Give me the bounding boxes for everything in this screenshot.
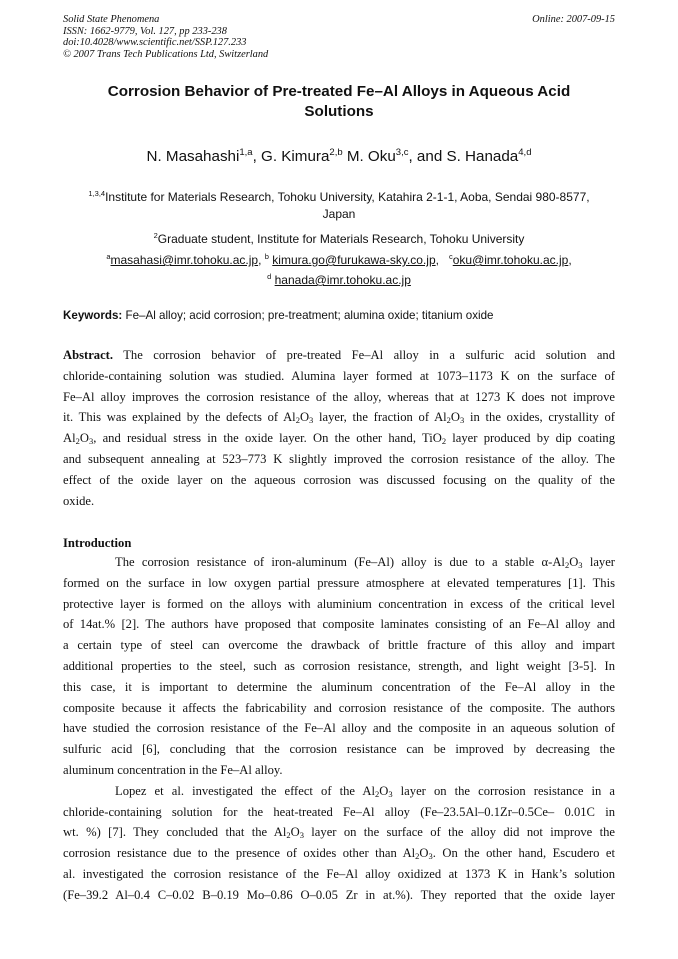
intro-line: wt. %) [7]. They concluded that the $Al_2O_3$ layer on the surface of the alloy did not improve the	[63, 825, 615, 841]
email-c-sup: c	[448, 252, 453, 261]
intro-line: additional properties to the steel, such as corrosion resistance, strength, and light weight [3-5]. In	[63, 658, 615, 673]
keywords-label: Keywords:	[63, 309, 123, 322]
paper-title	[60, 82, 618, 122]
abstract-section	[63, 345, 615, 511]
author-2: , G. Kimura	[252, 148, 330, 166]
intro-line: this case, it is important to determine the aluminum concentration of the Fe–Al alloy in the	[63, 679, 615, 694]
affiliation-1-sup: 1,3,4	[88, 189, 106, 198]
abstract-line: Abstract. The corrosion behavior of pre-treated Fe–Al alloy in a sulfuric acid solution and	[63, 348, 615, 362]
journal-name: Solid State Phenomena	[63, 14, 160, 25]
author-2-sup: 2,b	[329, 147, 343, 158]
intro-line: The corrosion resistance of iron-aluminum (Fe–Al) alloy is due to a stable $\alpha-Al_2O_3$ layer	[115, 555, 615, 570]
author-list	[40, 143, 638, 167]
author-1: N. Masahashi	[146, 148, 240, 166]
author-4: , and S. Hanada	[408, 148, 519, 166]
intro-line: formed on the surface in low oxygen partial pressure atmosphere at elevated temperatures [1]. This	[63, 575, 615, 590]
issn-line: ISSN: 1662-9779, Vol. 127, pp 233-238	[63, 25, 227, 37]
abstract-line: chloride-containing solution was studied. Alumina layer formed at 1073–1173 K on the surface of	[63, 368, 615, 383]
intro-line: al. investigated the corrosion resistance of the Fe–Al alloy oxidized at 1373 K in Hank’s solution	[63, 866, 615, 881]
intro-line: Lopez et al. investigated the effect of the $Al_2O_3$ layer on the corrosion resistance in a	[115, 783, 615, 799]
email-line: $^a$masahasi@imr.tohoku.ac.jp, $^b$ kimura.go@furukawa-sky.co.jp, $^c$oku@imr.tohoku.ac.jp,	[106, 252, 572, 267]
affiliation-2-sup: 2	[153, 231, 158, 240]
affiliation-1-country: Japan	[322, 207, 356, 221]
affiliation-2-text: Graduate student, Institute for Materials Research, Tohoku University	[157, 232, 525, 246]
author-4-sup: 4,d	[518, 147, 532, 158]
doi-line: doi:10.4028/www.scientific.net/SSP.127.233	[63, 37, 247, 49]
email-a-sup: a	[106, 252, 111, 261]
affiliation-1-text: Institute for Materials Research, Tohoku University, Katahira 2-1-1, Aoba, Sendai 980-8577,	[105, 190, 590, 204]
keywords-line	[63, 308, 493, 324]
abstract-line: effect of the oxide layer on the aqueous corrosion was discussed focusing on the quality of the	[63, 472, 615, 487]
intro-line: have studied the corrosion resistance of the Fe–Al alloy and the composite in an aqueous solution of	[63, 721, 615, 736]
email-d-sup: d	[267, 272, 272, 281]
intro-line: of 14at.% [2]. The authors have proposed that composite laminates consisting of an Fe–Al alloy and	[63, 617, 615, 632]
title-line-1: Corrosion Behavior of Pre-treated Fe–Al Alloys in Aqueous Acid	[107, 83, 571, 100]
title-line-2: Solutions	[304, 103, 374, 120]
email-d-link[interactable]: hanada@imr.tohoku.ac.jp	[274, 273, 411, 287]
intro-line: (Fe–39.2 Al–0.4 C–0.02 B–0.19 Mo–0.86 O–0.05 Zr in at.%). They reported that the oxide layer	[63, 887, 615, 902]
keywords-text: Fe–Al alloy; acid corrosion; pre-treatment; alumina oxide; titanium oxide	[125, 309, 494, 322]
intro-line: a certain type of steel can overcome the drawback of brittle fracture of this alloy and impart	[63, 638, 615, 653]
abstract-line: Fe–Al alloy improves the corrosion resistance of the alloy, whereas that at 1273 K does not improve	[63, 389, 615, 404]
email-line-2	[50, 266, 628, 291]
email-b-link[interactable]: kimura.go@furukawa-sky.co.jp	[272, 253, 436, 267]
copyright-line: © 2007 Trans Tech Publications Ltd, Switzerland	[63, 48, 269, 60]
intro-line: aluminum concentration in the Fe–Al alloy.	[63, 762, 283, 777]
author-3-sup: 3,c	[395, 147, 409, 158]
intro-line: chloride-containing solution for the heat-treated Fe–Al alloy (Fe–23.5Al–0.1Zr–0.5Ce– 0.01C in	[63, 804, 615, 819]
introduction-heading: Introduction	[63, 536, 132, 550]
abstract-line: it. This was explained by the defects of $Al_2O_3$ layer, the fraction of $Al_2O_3$ in the oxides, crystallity of	[63, 410, 615, 426]
abstract-line: $Al_2O_3$, and residual stress in the oxide layer. On the other hand, TiO$_2$ layer produced by dip coating	[63, 431, 615, 447]
email-a-link[interactable]: masahasi@imr.tohoku.ac.jp	[110, 253, 259, 267]
online-date: Online: 2007-09-15	[532, 14, 615, 25]
journal-header	[63, 14, 268, 60]
introduction-section	[63, 552, 615, 906]
abstract-label: Abstract.	[63, 348, 114, 362]
intro-line: corrosion resistance due to the presence of oxides other than $Al_2O_3$. On the other hand, Escudero et	[63, 846, 615, 862]
author-3: M. Oku	[342, 148, 396, 166]
abstract-line: oxide.	[63, 493, 95, 508]
author-1-sup: 1,a	[239, 147, 253, 158]
intro-line: composite because it affects the fabricability and corrosion resistance of the composite. The authors	[63, 700, 615, 715]
intro-line: sulfuric acid [6], concluding that the corrosion resistance can be improved by decreasing the	[63, 742, 615, 757]
abstract-line: and subsequent annealing at 523–773 K slightly improved the corrosion resistance of the alloy. The	[63, 451, 615, 466]
intro-line: protective layer is formed on the alloys with aluminium concentration in excess of the critical level	[63, 596, 615, 611]
email-c-link[interactable]: oku@imr.tohoku.ac.jp	[452, 253, 569, 267]
email-b-sup: b	[264, 252, 269, 261]
